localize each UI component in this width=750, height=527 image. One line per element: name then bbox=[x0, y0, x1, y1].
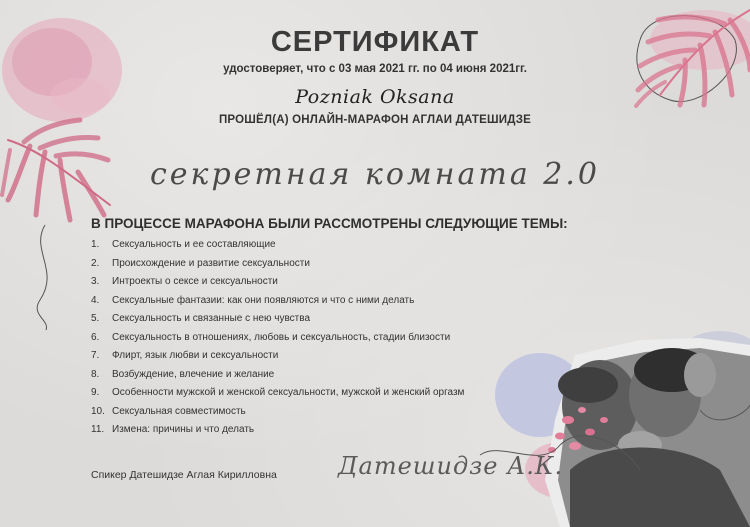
topic-text: Флирт, язык любви и сексуальности bbox=[112, 350, 279, 361]
topic-number: 11. bbox=[91, 424, 105, 435]
topic-text: Возбуждение, влечение и желание bbox=[112, 368, 275, 380]
topic-number: 9. bbox=[91, 387, 100, 398]
list-item bbox=[91, 332, 464, 351]
certificate-title: СЕРТИФИКАТ bbox=[270, 26, 480, 58]
topic-number: 2. bbox=[91, 257, 100, 269]
completion-statement: ПРОШЁЛ(А) ОНЛАЙН-МАРАФОН АГЛАИ ДАТЕШИДЗЕ bbox=[218, 114, 532, 126]
topics-list bbox=[91, 239, 464, 443]
topic-number: 3. bbox=[91, 276, 100, 287]
topic-text: Интроекты о сексе и сексуальности bbox=[112, 276, 278, 287]
topic-number: 10. bbox=[91, 405, 105, 417]
photo-collage bbox=[495, 331, 750, 527]
speaker-name: Спикер Датешидзе Аглая Кирилловна bbox=[91, 469, 277, 481]
topic-text: Сексуальные фантазии: как они появляются и что с ними делать bbox=[112, 294, 415, 306]
certificate-dates: удостоверяет, что с 03 мая 2021 гг. по 04 июня 2021гг. bbox=[223, 63, 527, 75]
list-item bbox=[91, 295, 464, 314]
list-item bbox=[91, 258, 464, 277]
list-item bbox=[91, 239, 464, 258]
topic-text: Сексуальность и связанные с нею чувства bbox=[112, 313, 311, 324]
topic-text: Сексуальность и ее составляющие bbox=[112, 239, 276, 250]
topic-number: 7. bbox=[91, 350, 100, 361]
topic-number: 1. bbox=[91, 239, 100, 250]
list-item bbox=[91, 387, 464, 406]
list-item bbox=[91, 424, 464, 443]
topic-text: Сексуальная совместимость bbox=[112, 405, 246, 417]
handwritten-signature: Датешидзе А.К. bbox=[338, 452, 564, 480]
topic-number: 4. bbox=[91, 294, 100, 306]
list-item bbox=[91, 369, 464, 388]
topic-number: 6. bbox=[91, 331, 100, 343]
topic-number: 8. bbox=[91, 368, 100, 380]
topic-text: Происхождение и развитие сексуальности bbox=[112, 257, 310, 269]
list-item bbox=[91, 276, 464, 295]
topic-number: 5. bbox=[91, 313, 100, 324]
list-item bbox=[91, 313, 464, 332]
list-item bbox=[91, 350, 464, 369]
topic-text: Измена: причины и что делать bbox=[112, 424, 255, 435]
thin-line-left bbox=[37, 225, 47, 330]
list-item bbox=[91, 406, 464, 425]
topic-text: Сексуальность в отношениях, любовь и сексуальность, стадии близости bbox=[112, 331, 451, 343]
course-name: секретная комната 2.0 bbox=[150, 157, 600, 192]
topic-text: Особенности мужской и женской сексуальности, мужской и женский оргазм bbox=[112, 387, 465, 398]
recipient-name: Pozniak Oksana bbox=[295, 86, 455, 108]
topics-heading: В ПРОЦЕССЕ МАРАФОНА БЫЛИ РАССМОТРЕНЫ СЛЕДУЮЩИЕ ТЕМЫ: bbox=[91, 216, 568, 231]
